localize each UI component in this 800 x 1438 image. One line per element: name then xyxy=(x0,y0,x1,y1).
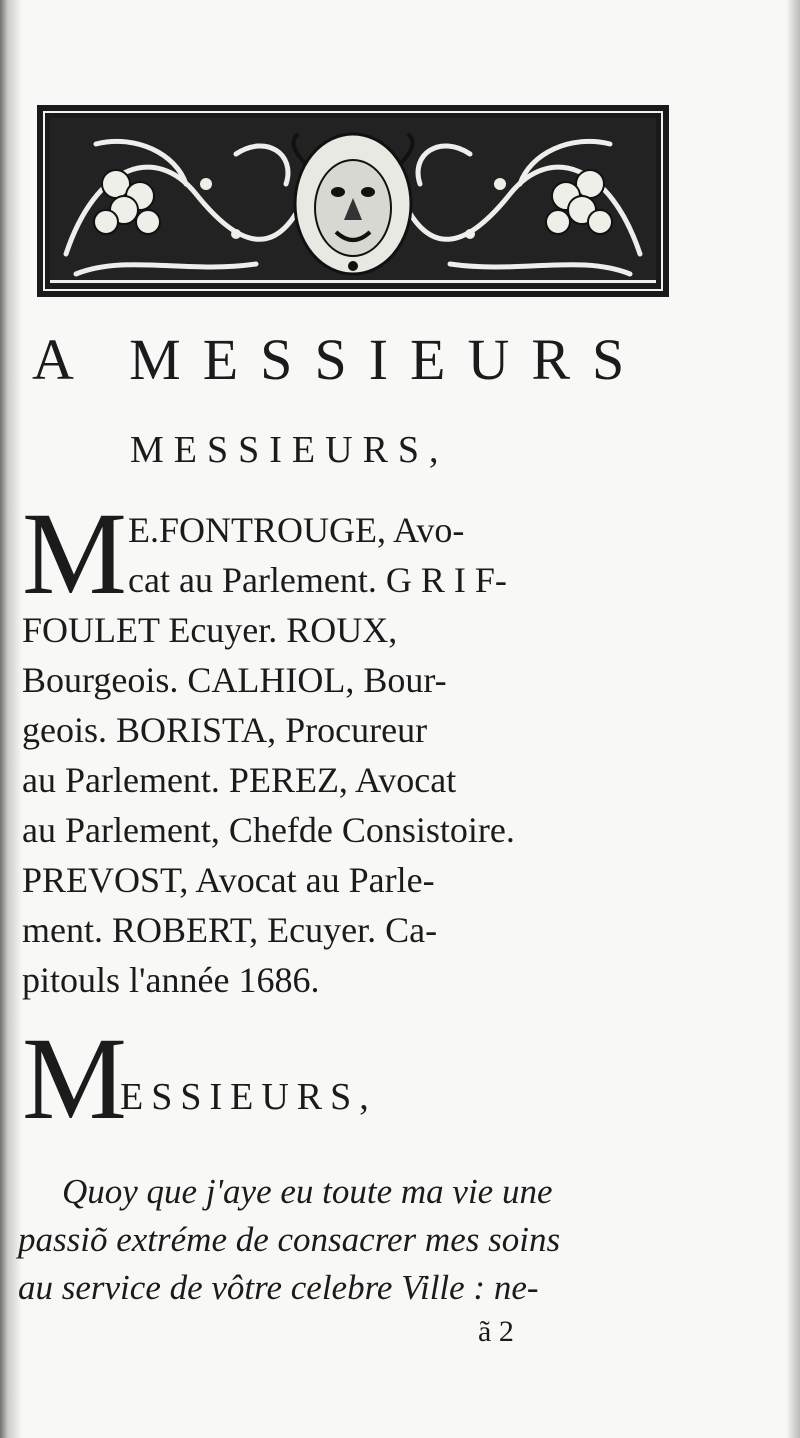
paragraph-line: pitouls l'année 1686. xyxy=(22,960,320,1000)
salutation-heading: MESSIEURS, xyxy=(130,429,449,471)
second-salutation: ESSIEURS, xyxy=(120,1076,377,1118)
paragraph-line: geois. BORISTA, Procureur xyxy=(22,710,428,750)
page-title: A MESSIEURS xyxy=(32,327,647,392)
drop-cap-letter: M xyxy=(22,488,127,619)
italic-text-line: Quoy que j'aye eu toute ma vie une xyxy=(62,1172,553,1211)
italic-text-line: passiõ extréme de consacrer mes soins xyxy=(18,1220,561,1259)
ornamental-headpiece-icon xyxy=(36,104,670,298)
paragraph-line: E.FONTROUGE, Avo- xyxy=(128,510,465,550)
paragraph-line: cat au Parlement. G R I F- xyxy=(128,560,507,600)
paragraph-line: PREVOST, Avocat au Parle- xyxy=(22,860,435,900)
drop-cap-letter-second: M xyxy=(22,1013,127,1144)
paragraph-line: au Parlement, Chefde Consistoire. xyxy=(22,810,515,850)
paragraph-line: au Parlement. PEREZ, Avocat xyxy=(22,760,457,800)
paragraph-line: Bourgeois. CALHIOL, Bour- xyxy=(22,660,447,700)
signature-mark: ã 2 xyxy=(478,1315,514,1348)
paragraph-line: ment. ROBERT, Ecuyer. Ca- xyxy=(22,910,438,950)
paragraph-line: FOULET Ecuyer. ROUX, xyxy=(22,610,398,650)
italic-text-line: au service de vôtre celebre Ville : ne- xyxy=(18,1268,539,1307)
